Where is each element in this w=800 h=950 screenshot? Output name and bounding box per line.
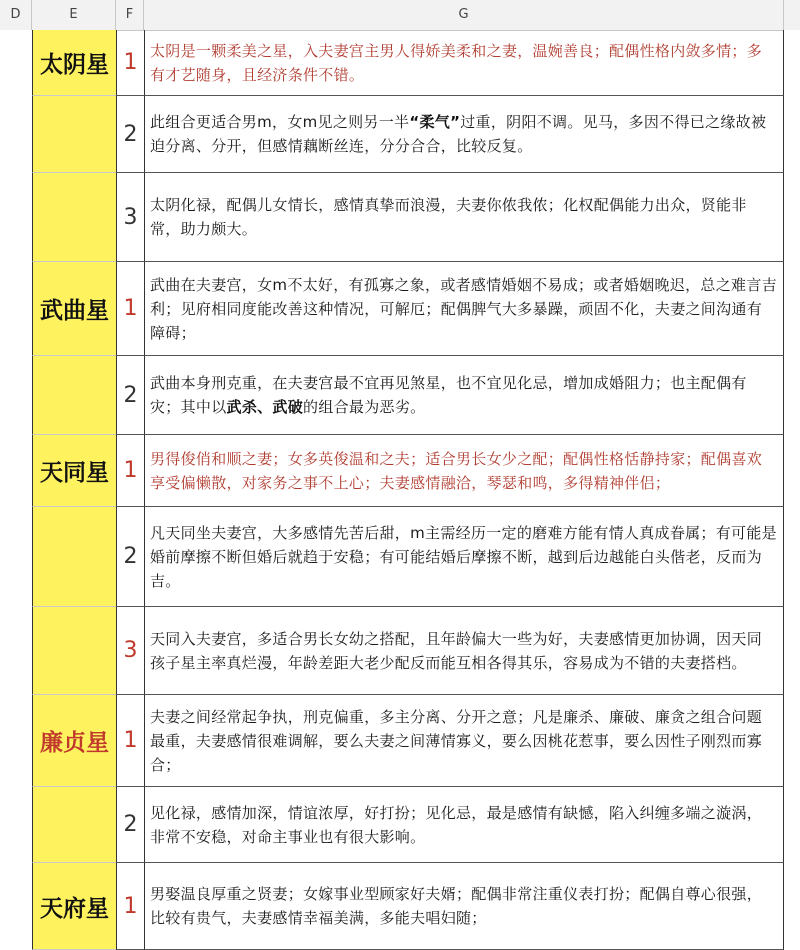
column-header-bar — [0, 0, 800, 31]
row-header[interactable] — [0, 96, 32, 173]
emphasis-text: 武杀、武破 — [226, 398, 304, 416]
description-text: 男娶温良厚重之贤妻；女嫁事业型顾家好夫婿；配偶非常注重仪表打扮；配偶自尊心很强，比较有贵气，夫妻感情幸福美满，多能夫唱妇随； — [150, 885, 763, 927]
column-header-d[interactable]: D — [0, 0, 32, 30]
index-cell[interactable]: 1 — [116, 863, 144, 950]
table-row — [0, 356, 800, 435]
column-header-h[interactable] — [784, 0, 800, 30]
row-header[interactable] — [0, 507, 32, 607]
row-header[interactable] — [0, 695, 32, 787]
index-cell[interactable]: 3 — [116, 607, 144, 695]
table-row — [0, 863, 800, 950]
description-cell[interactable] — [144, 607, 784, 695]
index-cell[interactable]: 1 — [116, 695, 144, 787]
description-text: 太阴是一颗柔美之星，入夫妻宫主男人得娇美柔和之妻，温婉善良；配偶性格内敛多情；多有才艺随身，且经济条件不错。 — [150, 41, 763, 84]
index-cell[interactable]: 2 — [116, 507, 144, 607]
star-cell[interactable]: 武曲星 — [32, 262, 116, 356]
table-row — [0, 435, 800, 507]
description-cell[interactable] — [144, 695, 784, 787]
table-row — [0, 607, 800, 695]
table-row — [0, 96, 800, 173]
description-cell[interactable] — [144, 96, 784, 173]
star-cell[interactable]: 太阴星 — [32, 30, 116, 96]
column-header-f[interactable]: F — [116, 0, 144, 30]
row-header[interactable] — [0, 262, 32, 356]
description-cell[interactable] — [144, 507, 784, 607]
description-text: 天同入夫妻宫，多适合男长女幼之搭配，且年龄偏大一些为好，夫妻感情更加协调，因天同孩子星主率真烂漫，年龄差距大老少配反而能互相各得其乐，容易成为不错的夫妻搭档。 — [150, 629, 763, 672]
column-header-g[interactable]: G — [144, 0, 784, 30]
index-cell[interactable]: 1 — [116, 262, 144, 356]
star-cell[interactable] — [32, 96, 116, 173]
table-row — [0, 173, 800, 262]
index-cell[interactable]: 3 — [116, 173, 144, 262]
table-row — [0, 507, 800, 607]
description-text: 男得俊俏和顺之妻；女多英俊温和之夫；适合男长女少之配；配偶性格恬静持家；配偶喜欢享受偏懒散，对家务之事不上心；夫妻感情融洽，琴瑟和鸣，多得精神伴侣； — [150, 449, 763, 492]
row-header[interactable] — [0, 173, 32, 262]
table-row — [0, 695, 800, 787]
row-header[interactable] — [0, 787, 32, 863]
row-header[interactable] — [0, 863, 32, 950]
description-text: 武曲在夫妻宫，女m不太好，有孤寡之象，或者感情婚姻不易成；或者婚姻晚迟，总之难言吉利；见府相同度能改善这种情况，可解厄；配偶脾气大多暴躁，顽固不化，夫妻之间沟通有障碍； — [150, 275, 777, 342]
star-cell[interactable]: 天府星 — [32, 863, 116, 950]
star-cell[interactable] — [32, 607, 116, 695]
star-cell[interactable] — [32, 787, 116, 863]
star-cell[interactable] — [32, 356, 116, 435]
description-cell[interactable] — [144, 356, 784, 435]
index-cell[interactable]: 1 — [116, 30, 144, 96]
description-text: 凡天同坐夫妻宫，大多感情先苦后甜，m主需经历一定的磨难方能有情人真成眷属；有可能是婚前摩擦不断但婚后就趋于安稳；有可能结婚后摩擦不断，越到后边越能白头偕老，反而为吉。 — [150, 523, 777, 590]
table-row — [0, 30, 800, 96]
description-cell[interactable] — [144, 863, 784, 950]
description-text: 夫妻之间经常起争执，刑克偏重，多主分离、分开之意；凡是廉杀、廉破、廉贪之组合问题最重，夫妻感情很难调解，要么夫妻之间薄情寡义，要么因桃花惹事，要么因性子刚烈而寡合； — [150, 707, 763, 774]
description-cell[interactable] — [144, 435, 784, 507]
star-cell[interactable] — [32, 507, 116, 607]
star-cell[interactable]: 廉贞星 — [32, 695, 116, 787]
star-cell[interactable]: 天同星 — [32, 435, 116, 507]
table-row — [0, 787, 800, 863]
description-text: 此组合更适合男m，女m见之则另一半“柔气”过重，阴阳不调。见马，多因不得已之缘故被迫分离、分开，但感情藕断丝连，分分合合，比较反复。 — [150, 113, 767, 155]
description-cell[interactable] — [144, 30, 784, 96]
column-header-e[interactable]: E — [32, 0, 116, 30]
row-header[interactable] — [0, 30, 32, 96]
row-header[interactable] — [0, 356, 32, 435]
row-header[interactable] — [0, 607, 32, 695]
description-text: 见化禄，感情加深，情谊浓厚，好打扮；见化忌，最是感情有缺憾，陷入纠缠多端之漩涡，非常不安稳，对命主事业也有很大影响。 — [150, 803, 763, 846]
description-cell[interactable] — [144, 787, 784, 863]
row-header[interactable] — [0, 435, 32, 507]
description-text: 武曲本身刑克重，在夫妻宫最不宜再见煞星，也不宜见化忌，增加成婚阻力；也主配偶有灾；其中以武杀、武破的组合最为恶劣。 — [150, 374, 747, 416]
description-cell[interactable] — [144, 173, 784, 262]
description-cell[interactable] — [144, 262, 784, 356]
table-row — [0, 262, 800, 356]
index-cell[interactable]: 2 — [116, 356, 144, 435]
description-text: 太阴化禄，配偶儿女情长，感情真挚而浪漫，夫妻你侬我侬；化权配偶能力出众，贤能非常，助力颇大。 — [150, 196, 747, 238]
index-cell[interactable]: 2 — [116, 787, 144, 863]
emphasis-text: “柔气” — [409, 113, 461, 131]
star-cell[interactable] — [32, 173, 116, 262]
index-cell[interactable]: 2 — [116, 96, 144, 173]
index-cell[interactable]: 1 — [116, 435, 144, 507]
